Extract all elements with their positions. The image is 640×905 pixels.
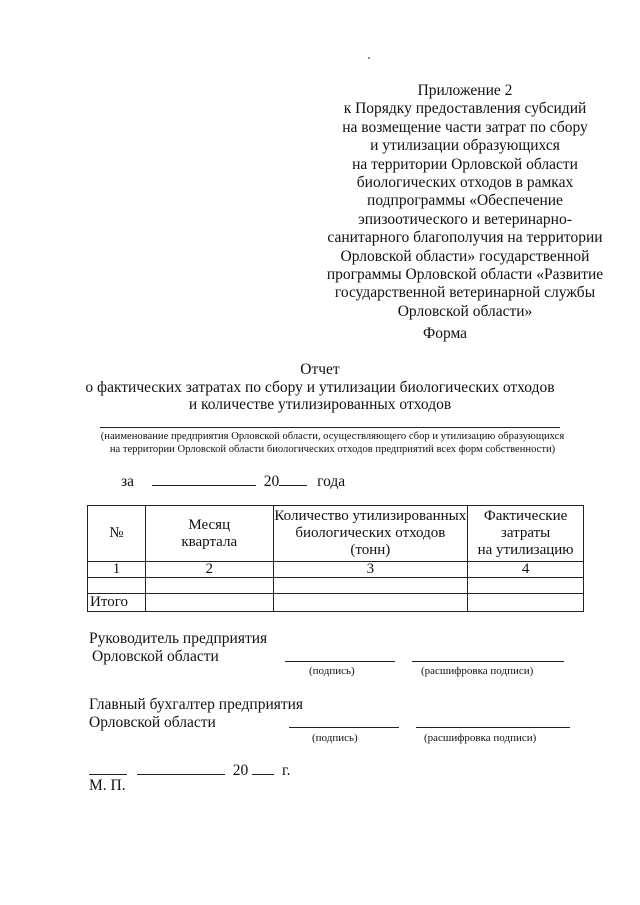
table-cell[interactable]	[273, 578, 468, 594]
table-row	[88, 578, 584, 594]
total-label: Итого	[88, 594, 146, 612]
accountant-signature-caption: (подпись)	[312, 732, 358, 744]
scan-speck	[368, 57, 370, 59]
appendix-line: программы Орловской области «Развитие	[326, 266, 604, 284]
manager-title-line2: Орловской области	[92, 648, 219, 665]
manager-signature-field[interactable]	[285, 661, 395, 662]
period-blank-field[interactable]	[152, 471, 256, 486]
appendix-header	[300, 82, 630, 321]
form-label: Форма	[422, 325, 468, 342]
appendix-line: на территории Орловской области	[352, 155, 578, 173]
period-year-prefix: 20	[263, 473, 280, 490]
report-subtitle-line2: и количестве утилизированных отходов	[188, 396, 452, 413]
appendix-line: государственной ветеринарной службы	[334, 284, 596, 302]
enterprise-caption-line1: (наименование предприятия Орловской области, осуществляющего сбор и утилизацию образующихся	[100, 431, 565, 442]
manager-decoding-caption: (расшифровка подписи)	[421, 665, 534, 677]
appendix-line: на возмещение части затрат по сбору	[342, 118, 588, 136]
appendix-line: к Порядку предоставления субсидий	[343, 100, 587, 118]
enterprise-caption	[60, 430, 605, 456]
accountant-title-line1: Главный бухгалтер предприятия	[89, 696, 304, 713]
table-cell[interactable]	[145, 578, 273, 594]
report-title	[60, 361, 580, 414]
date-day-field[interactable]	[89, 760, 127, 775]
appendix-line: эпизоотического и ветеринарно-	[358, 210, 572, 228]
header-quantity-line1: Количество утилизированных	[274, 508, 467, 524]
period-prefix: за	[121, 473, 135, 490]
manager-decoding-field[interactable]	[412, 661, 564, 662]
report-table	[87, 505, 584, 612]
appendix-line: Орловской области» государственной	[340, 247, 590, 265]
column-number-row	[88, 562, 584, 578]
accountant-decoding-field[interactable]	[416, 727, 570, 728]
manager-title-line1: Руководитель предприятия	[89, 630, 268, 647]
appendix-line: Орловской области»	[397, 302, 533, 320]
table-header-row	[88, 506, 584, 562]
date-year-field[interactable]	[252, 760, 274, 775]
stamp-place: М. П.	[89, 777, 126, 794]
header-month-line2: квартала	[181, 533, 238, 550]
column-number-cell: 1	[88, 562, 146, 578]
header-month-line1: Месяц	[188, 516, 231, 533]
manager-signature-caption: (подпись)	[309, 665, 355, 677]
manager-signature-block	[89, 630, 267, 666]
total-cell[interactable]	[468, 594, 584, 612]
header-number-label: №	[109, 525, 124, 541]
appendix-line: и утилизации образующихся	[370, 137, 560, 155]
header-quantity-line2: биологических отходов (тонн)	[295, 525, 446, 558]
total-cell[interactable]	[273, 594, 468, 612]
header-number	[88, 506, 146, 562]
accountant-signature-block	[89, 696, 303, 732]
appendix-line: Приложение 2	[417, 82, 513, 99]
column-number-cell: 2	[145, 562, 273, 578]
column-number-cell: 4	[468, 562, 584, 578]
date-suffix: г.	[282, 762, 291, 779]
table-cell[interactable]	[88, 578, 146, 594]
date-month-field[interactable]	[137, 760, 225, 775]
enterprise-name-field[interactable]	[100, 427, 560, 428]
total-cell[interactable]	[145, 594, 273, 612]
header-costs-line1: Фактические	[483, 508, 568, 524]
enterprise-caption-line2: на территории Орловской области биологических отходов предприятий всех форм собственности)	[109, 444, 556, 455]
report-subtitle-line1: о фактических затратах по сбору и утилизации биологических отходов	[85, 378, 555, 396]
header-costs-line3: на утилизацию	[477, 542, 574, 558]
total-row	[88, 594, 584, 612]
appendix-line: санитарного благополучия на территории	[327, 229, 603, 247]
header-costs	[468, 506, 584, 562]
header-costs-line2: затраты	[500, 525, 551, 541]
accountant-signature-field[interactable]	[289, 727, 399, 728]
appendix-line: биологических отходов в рамках	[356, 174, 574, 192]
column-number-cell: 3	[273, 562, 468, 578]
header-quantity	[273, 506, 468, 562]
accountant-title-line2: Орловской области	[89, 714, 216, 731]
appendix-line: подпрограммы «Обеспечение	[367, 192, 563, 210]
period-year-field[interactable]	[279, 471, 307, 486]
table-cell[interactable]	[468, 578, 584, 594]
report-title-main: Отчет	[300, 361, 340, 378]
accountant-decoding-caption: (расшифровка подписи)	[424, 732, 537, 744]
period-suffix: года	[317, 473, 346, 490]
period-line	[121, 471, 345, 491]
date-year-prefix: 20	[232, 762, 249, 779]
header-month	[145, 506, 273, 562]
